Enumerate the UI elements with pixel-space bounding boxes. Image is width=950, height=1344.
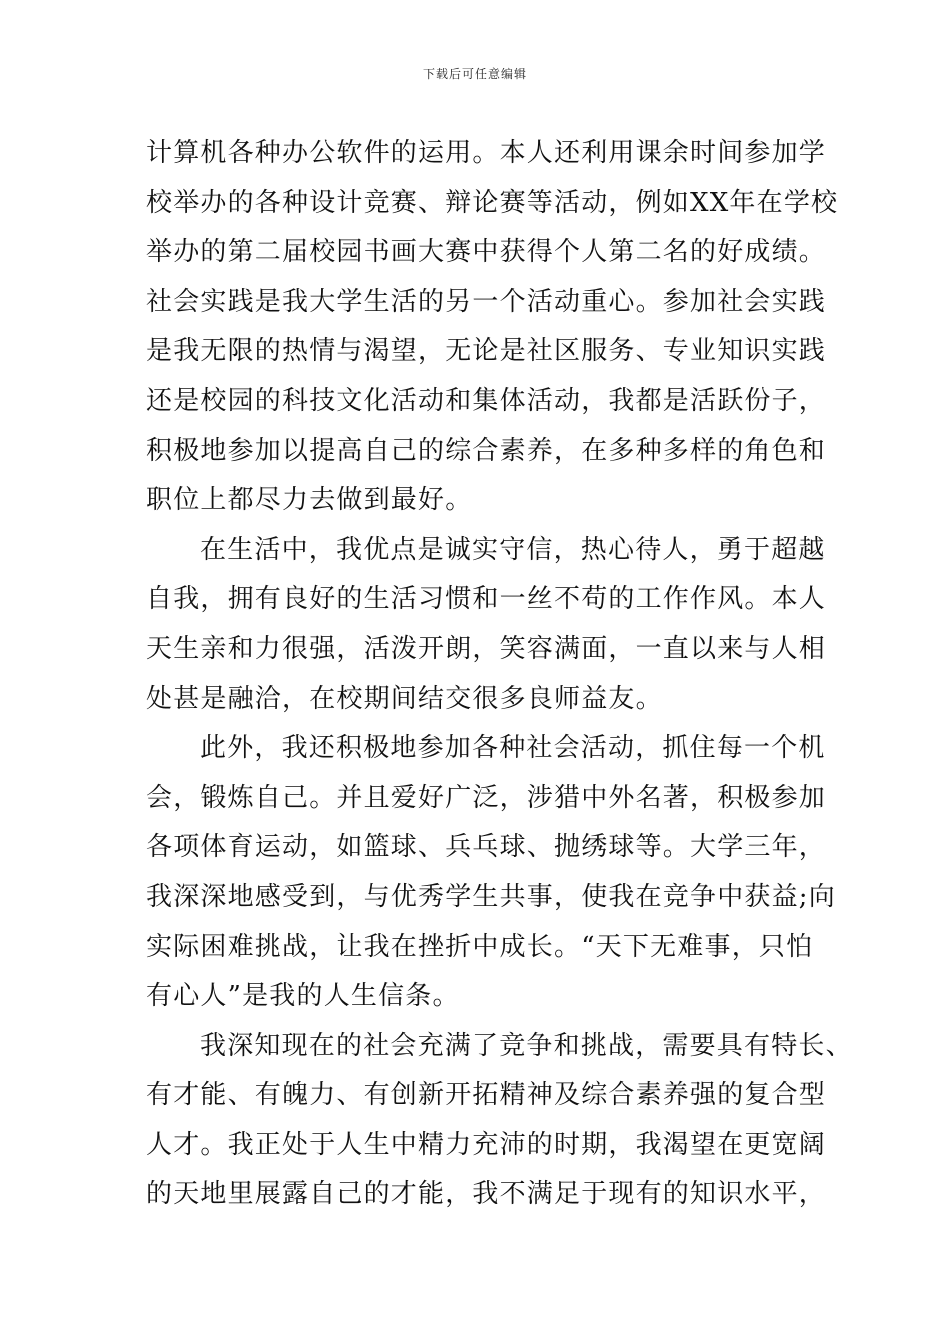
- paragraph-first-line: 在生活中，我优点是诚实守信，热心待人，勇于超越: [200, 534, 826, 565]
- text-line: 实际困难挑战，让我在挫折中成长。“天下无难事，只怕: [146, 931, 814, 962]
- text-line: 积极地参加以提高自己的综合素养，在多种多样的角色和: [146, 435, 827, 466]
- text-line: 举办的第二届校园书画大赛中获得个人第二名的好成绩。: [146, 237, 827, 268]
- text-line: 职位上都尽力去做到最好。: [146, 485, 473, 516]
- text-line: 自我，拥有良好的生活习惯和一丝不苟的工作作风。本人: [146, 584, 827, 615]
- text-line: 有心人”是我的人生信条。: [146, 981, 460, 1012]
- text-line: 会，锻炼自己。并且爱好广泛，涉猎中外名著，积极参加: [146, 782, 827, 813]
- text-line: 计算机各种办公软件的运用。本人还利用课余时间参加学: [146, 138, 827, 168]
- paragraph-first-line: 此外，我还积极地参加各种社会活动，抓住每一个机: [200, 733, 826, 764]
- text-line: 校举办的各种设计竞赛、辩论赛等活动，例如XX年在学校: [146, 187, 839, 218]
- text-line: 天生亲和力很强，活泼开朗，笑容满面，一直以来与人相: [146, 633, 827, 664]
- text-line: 社会实践是我大学生活的另一个活动重心。参加社会实践: [146, 286, 827, 317]
- text-line: 有才能、有魄力、有创新开拓精神及综合素养强的复合型: [146, 1080, 827, 1111]
- text-line: 各项体育运动，如篮球、兵乓球、抛绣球等。大学三年，: [146, 832, 827, 863]
- text-line: 人才。我正处于人生中精力充沛的时期，我渴望在更宽阔: [146, 1129, 827, 1160]
- paragraph-first-line: 我深知现在的社会充满了竞争和挑战，需要具有特长、: [200, 1030, 853, 1061]
- text-line: 还是校园的科技文化活动和集体活动，我都是活跃份子，: [146, 385, 827, 416]
- text-line: 我深深地感受到，与优秀学生共事，使我在竞争中获益;向: [146, 881, 836, 912]
- text-line: 的天地里展露自己的才能，我不满足于现有的知识水平，: [146, 1179, 827, 1210]
- page-header-note: 下载后可任意编辑: [422, 67, 527, 81]
- body-text: [146, 129, 853, 1220]
- text-line: 处甚是融洽，在校期间结交很多良师益友。: [146, 683, 663, 714]
- text-line: 是我无限的热情与渴望，无论是社区服务、专业知识实践: [146, 336, 827, 367]
